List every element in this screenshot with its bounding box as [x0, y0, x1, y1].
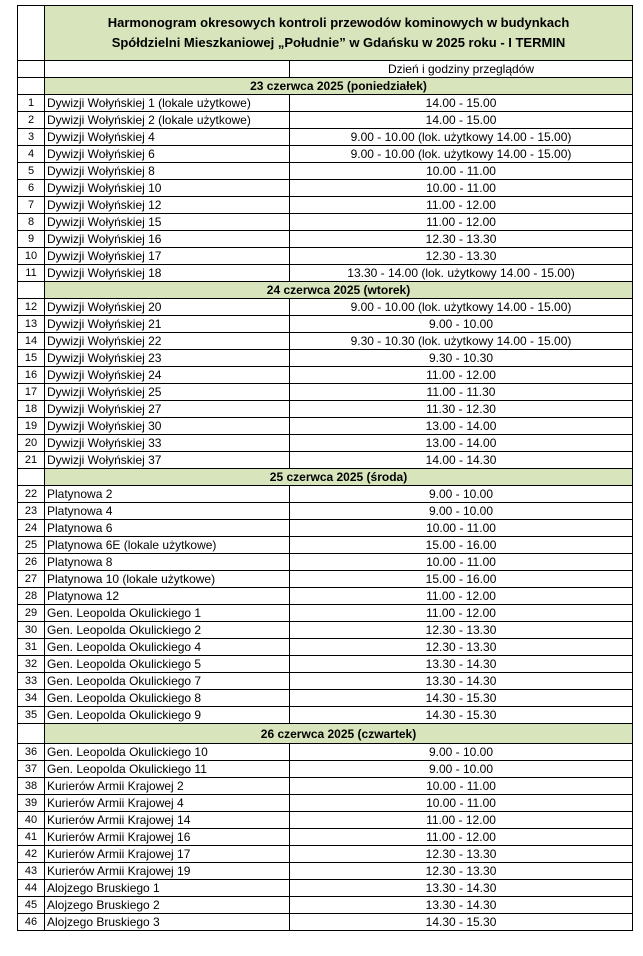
row-time: 11.00 - 12.00 — [290, 605, 633, 622]
row-number: 11 — [18, 265, 45, 282]
row-time: 11.00 - 12.00 — [290, 829, 633, 846]
row-number: 5 — [18, 163, 45, 180]
row-address: Platynowa 8 — [45, 554, 290, 571]
row-address: Dywizji Wołyńskiej 4 — [45, 129, 290, 146]
table-row — [18, 690, 633, 707]
day-blank-num — [18, 282, 45, 299]
row-time: 12.30 - 13.30 — [290, 248, 633, 265]
row-time: 13.00 - 14.00 — [290, 435, 633, 452]
row-time: 9.00 - 10.00 — [290, 503, 633, 520]
row-address: Platynowa 4 — [45, 503, 290, 520]
row-time: 13.30 - 14.30 — [290, 880, 633, 897]
row-address: Dywizji Wołyńskiej 23 — [45, 350, 290, 367]
row-time: 9.30 - 10.30 — [290, 350, 633, 367]
row-number: 15 — [18, 350, 45, 367]
row-address: Dywizji Wołyńskiej 1 (lokale użytkowe) — [45, 95, 290, 112]
row-address: Platynowa 12 — [45, 588, 290, 605]
table-row — [18, 588, 633, 605]
row-number: 8 — [18, 214, 45, 231]
column-header: Dzień i godziny przeglądów — [290, 61, 633, 78]
table-row — [18, 316, 633, 333]
table-row — [18, 829, 633, 846]
row-time: 10.00 - 11.00 — [290, 554, 633, 571]
row-number: 26 — [18, 554, 45, 571]
row-time: 11.00 - 12.00 — [290, 214, 633, 231]
table-row — [18, 846, 633, 863]
row-time: 10.00 - 11.00 — [290, 795, 633, 812]
row-address: Dywizji Wołyńskiej 21 — [45, 316, 290, 333]
table-row — [18, 333, 633, 350]
row-number: 39 — [18, 795, 45, 812]
row-number: 6 — [18, 180, 45, 197]
day-header-row — [18, 282, 633, 299]
table-row — [18, 231, 633, 248]
table-row — [18, 605, 633, 622]
row-time: 11.00 - 11.30 — [290, 384, 633, 401]
table-row — [18, 707, 633, 724]
table-row — [18, 265, 633, 282]
row-time: 11.00 - 12.00 — [290, 367, 633, 384]
row-address: Platynowa 6E (lokale użytkowe) — [45, 537, 290, 554]
row-time: 11.00 - 12.00 — [290, 812, 633, 829]
row-number: 20 — [18, 435, 45, 452]
table-row — [18, 197, 633, 214]
table-row — [18, 163, 633, 180]
row-address: Kurierów Armii Krajowej 4 — [45, 795, 290, 812]
row-address: Gen. Leopolda Okulickiego 1 — [45, 605, 290, 622]
row-number: 4 — [18, 146, 45, 163]
row-number: 2 — [18, 112, 45, 129]
title-line-2: Spółdzielni Mieszkaniowej „Południe” w Gdańsku w 2025 roku - I TERMIN — [111, 35, 566, 50]
row-address: Dywizji Wołyńskiej 33 — [45, 435, 290, 452]
row-address: Gen. Leopolda Okulickiego 10 — [45, 744, 290, 761]
page-title — [45, 6, 633, 61]
table-row — [18, 673, 633, 690]
row-address: Dywizji Wołyńskiej 16 — [45, 231, 290, 248]
row-address: Dywizji Wołyńskiej 24 — [45, 367, 290, 384]
table-row — [18, 452, 633, 469]
row-number: 27 — [18, 571, 45, 588]
row-address: Dywizji Wołyńskiej 15 — [45, 214, 290, 231]
row-time: 15.00 - 16.00 — [290, 537, 633, 554]
title-blank-cell — [18, 6, 45, 61]
table-row — [18, 863, 633, 880]
row-number: 36 — [18, 744, 45, 761]
row-address: Dywizji Wołyńskiej 8 — [45, 163, 290, 180]
row-number: 17 — [18, 384, 45, 401]
day-label: 25 czerwca 2025 (środa) — [45, 469, 633, 486]
table-row — [18, 248, 633, 265]
row-number: 41 — [18, 829, 45, 846]
table-row — [18, 95, 633, 112]
table-row — [18, 914, 633, 931]
row-address: Gen. Leopolda Okulickiego 9 — [45, 707, 290, 724]
table-row — [18, 744, 633, 761]
row-address: Alojzego Bruskiego 2 — [45, 897, 290, 914]
day-header-row — [18, 469, 633, 486]
row-number: 43 — [18, 863, 45, 880]
row-time: 14.30 - 15.30 — [290, 707, 633, 724]
row-address: Dywizji Wołyńskiej 18 — [45, 265, 290, 282]
row-time: 14.30 - 15.30 — [290, 914, 633, 931]
day-label: 23 czerwca 2025 (poniedziałek) — [45, 78, 633, 95]
title-row — [18, 6, 633, 61]
table-row — [18, 214, 633, 231]
row-time: 10.00 - 11.00 — [290, 163, 633, 180]
day-label: 26 czerwca 2025 (czwartek) — [45, 724, 633, 744]
row-number: 19 — [18, 418, 45, 435]
row-address: Dywizji Wołyńskiej 2 (lokale użytkowe) — [45, 112, 290, 129]
table-row — [18, 571, 633, 588]
table-row — [18, 435, 633, 452]
row-number: 34 — [18, 690, 45, 707]
row-number: 46 — [18, 914, 45, 931]
row-number: 14 — [18, 333, 45, 350]
row-number: 18 — [18, 401, 45, 418]
row-number: 33 — [18, 673, 45, 690]
row-address: Kurierów Armii Krajowej 14 — [45, 812, 290, 829]
table-row — [18, 350, 633, 367]
row-address: Dywizji Wołyńskiej 25 — [45, 384, 290, 401]
row-number: 23 — [18, 503, 45, 520]
row-address: Dywizji Wołyńskiej 30 — [45, 418, 290, 435]
row-number: 13 — [18, 316, 45, 333]
row-address: Dywizji Wołyńskiej 20 — [45, 299, 290, 316]
row-number: 38 — [18, 778, 45, 795]
row-address: Alojzego Bruskiego 3 — [45, 914, 290, 931]
row-time: 11.30 - 12.30 — [290, 401, 633, 418]
row-number: 1 — [18, 95, 45, 112]
table-row — [18, 554, 633, 571]
row-number: 24 — [18, 520, 45, 537]
table-row — [18, 146, 633, 163]
row-address: Dywizji Wołyńskiej 22 — [45, 333, 290, 350]
row-address: Dywizji Wołyńskiej 17 — [45, 248, 290, 265]
row-number: 7 — [18, 197, 45, 214]
table-row — [18, 299, 633, 316]
table-row — [18, 486, 633, 503]
row-number: 44 — [18, 880, 45, 897]
row-address: Kurierów Armii Krajowej 17 — [45, 846, 290, 863]
header-blank-num — [18, 61, 45, 78]
row-time: 11.00 - 12.00 — [290, 197, 633, 214]
row-number: 10 — [18, 248, 45, 265]
row-time: 9.00 - 10.00 — [290, 761, 633, 778]
row-number: 31 — [18, 639, 45, 656]
row-address: Dywizji Wołyńskiej 37 — [45, 452, 290, 469]
row-number: 22 — [18, 486, 45, 503]
day-label: 24 czerwca 2025 (wtorek) — [45, 282, 633, 299]
row-time: 13.00 - 14.00 — [290, 418, 633, 435]
row-number: 40 — [18, 812, 45, 829]
row-address: Platynowa 6 — [45, 520, 290, 537]
header-blank-address — [45, 61, 290, 78]
row-address: Kurierów Armii Krajowej 2 — [45, 778, 290, 795]
row-time: 9.00 - 10.00 (lok. użytkowy 14.00 - 15.00) — [290, 146, 633, 163]
row-address: Gen. Leopolda Okulickiego 8 — [45, 690, 290, 707]
title-line-1: Harmonogram okresowych kontroli przewodów kominowych w budynkach — [107, 15, 570, 30]
day-blank-num — [18, 469, 45, 486]
row-address: Gen. Leopolda Okulickiego 11 — [45, 761, 290, 778]
row-address: Gen. Leopolda Okulickiego 5 — [45, 656, 290, 673]
day-header-row — [18, 78, 633, 95]
row-number: 25 — [18, 537, 45, 554]
row-time: 14.00 - 15.00 — [290, 112, 633, 129]
day-header-row — [18, 724, 633, 744]
row-number: 30 — [18, 622, 45, 639]
table-row — [18, 418, 633, 435]
row-time: 12.30 - 13.30 — [290, 622, 633, 639]
table-row — [18, 795, 633, 812]
row-time: 13.30 - 14.00 (lok. użytkowy 14.00 - 15.00) — [290, 265, 633, 282]
row-address: Dywizji Wołyńskiej 6 — [45, 146, 290, 163]
row-number: 12 — [18, 299, 45, 316]
row-time: 12.30 - 13.30 — [290, 846, 633, 863]
table-row — [18, 897, 633, 914]
row-number: 32 — [18, 656, 45, 673]
table-row — [18, 367, 633, 384]
row-time: 13.30 - 14.30 — [290, 897, 633, 914]
row-number: 29 — [18, 605, 45, 622]
row-number: 28 — [18, 588, 45, 605]
table-row — [18, 384, 633, 401]
row-time: 9.00 - 10.00 (lok. użytkowy 14.00 - 15.00) — [290, 129, 633, 146]
table-row — [18, 537, 633, 554]
row-number: 3 — [18, 129, 45, 146]
table-row — [18, 778, 633, 795]
row-time: 14.00 - 15.00 — [290, 95, 633, 112]
row-address: Gen. Leopolda Okulickiego 7 — [45, 673, 290, 690]
row-number: 45 — [18, 897, 45, 914]
row-time: 9.00 - 10.00 — [290, 486, 633, 503]
row-number: 16 — [18, 367, 45, 384]
row-time: 14.30 - 15.30 — [290, 690, 633, 707]
row-address: Platynowa 10 (lokale użytkowe) — [45, 571, 290, 588]
row-time: 14.00 - 14.30 — [290, 452, 633, 469]
row-time: 13.30 - 14.30 — [290, 656, 633, 673]
table-row — [18, 520, 633, 537]
row-time: 9.00 - 10.00 — [290, 744, 633, 761]
row-number: 35 — [18, 707, 45, 724]
row-address: Dywizji Wołyńskiej 12 — [45, 197, 290, 214]
table-row — [18, 656, 633, 673]
row-time: 10.00 - 11.00 — [290, 520, 633, 537]
row-address: Gen. Leopolda Okulickiego 2 — [45, 622, 290, 639]
table-row — [18, 129, 633, 146]
row-address: Dywizji Wołyńskiej 27 — [45, 401, 290, 418]
schedule-table — [17, 5, 633, 931]
row-number: 9 — [18, 231, 45, 248]
table-row — [18, 401, 633, 418]
table-row — [18, 180, 633, 197]
row-time: 11.00 - 12.00 — [290, 588, 633, 605]
row-time: 9.00 - 10.00 (lok. użytkowy 14.00 - 15.00) — [290, 299, 633, 316]
day-blank-num — [18, 724, 45, 744]
row-address: Gen. Leopolda Okulickiego 4 — [45, 639, 290, 656]
table-row — [18, 880, 633, 897]
row-number: 37 — [18, 761, 45, 778]
row-number: 21 — [18, 452, 45, 469]
row-time: 12.30 - 13.30 — [290, 863, 633, 880]
table-row — [18, 761, 633, 778]
row-time: 10.00 - 11.00 — [290, 180, 633, 197]
row-time: 15.00 - 16.00 — [290, 571, 633, 588]
row-time: 9.00 - 10.00 — [290, 316, 633, 333]
table-row — [18, 812, 633, 829]
row-time: 13.30 - 14.30 — [290, 673, 633, 690]
row-address: Kurierów Armii Krajowej 19 — [45, 863, 290, 880]
row-address: Kurierów Armii Krajowej 16 — [45, 829, 290, 846]
table-row — [18, 112, 633, 129]
column-header-row — [18, 61, 633, 78]
row-time: 12.30 - 13.30 — [290, 231, 633, 248]
row-address: Platynowa 2 — [45, 486, 290, 503]
day-blank-num — [18, 78, 45, 95]
row-time: 12.30 - 13.30 — [290, 639, 633, 656]
row-number: 42 — [18, 846, 45, 863]
row-address: Alojzego Bruskiego 1 — [45, 880, 290, 897]
row-time: 9.30 - 10.30 (lok. użytkowy 14.00 - 15.00) — [290, 333, 633, 350]
table-row — [18, 503, 633, 520]
table-row — [18, 639, 633, 656]
row-time: 10.00 - 11.00 — [290, 778, 633, 795]
schedule-body — [18, 6, 633, 931]
row-address: Dywizji Wołyńskiej 10 — [45, 180, 290, 197]
table-row — [18, 622, 633, 639]
